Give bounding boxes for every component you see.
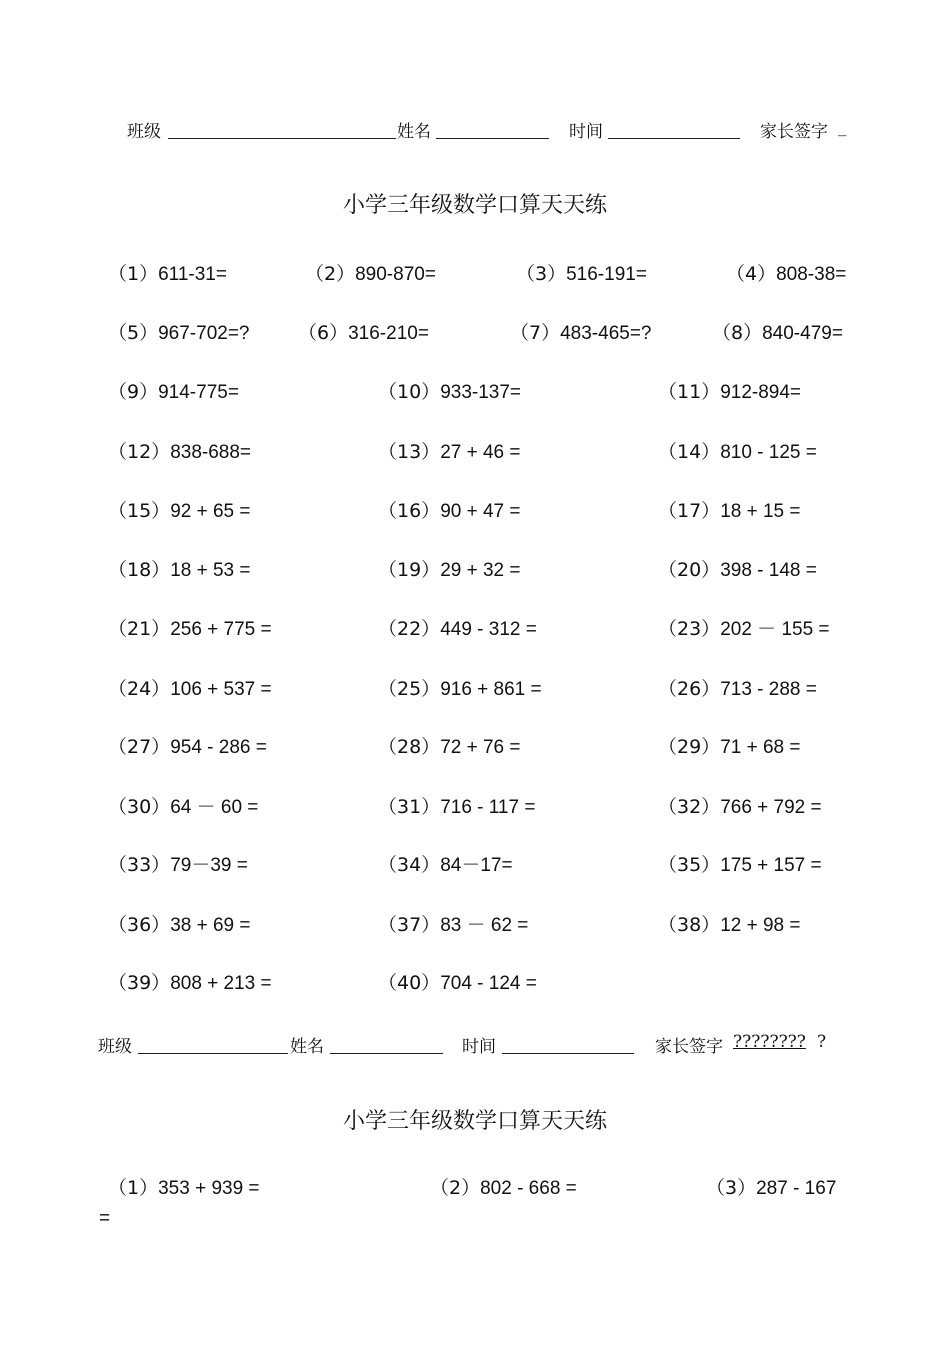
problem-expression: 202 － 155 = bbox=[720, 619, 830, 640]
problem-number: （15） bbox=[108, 500, 171, 522]
problem-wrap-equals: = bbox=[99, 1208, 111, 1229]
problem-number: （31） bbox=[378, 796, 441, 818]
problem-expression: 890-870= bbox=[355, 264, 436, 285]
problem-expression: 802 - 668 = bbox=[480, 1178, 577, 1199]
problem-number: （25） bbox=[378, 678, 441, 700]
problem-number: （38） bbox=[658, 914, 721, 936]
problem-number: （28） bbox=[378, 736, 441, 758]
name-blank[interactable] bbox=[330, 1053, 443, 1054]
problem-expression: 106 + 537 = bbox=[170, 679, 272, 700]
problem-expression: 704 - 124 = bbox=[440, 973, 537, 994]
problem-item bbox=[658, 674, 817, 701]
problem-item bbox=[378, 555, 520, 582]
problem-expression: 256 + 775 = bbox=[170, 619, 272, 640]
time-label: 时间 bbox=[462, 1037, 496, 1057]
problem-expression: 483-465=? bbox=[560, 323, 652, 344]
problem-number: （13） bbox=[378, 441, 441, 463]
problem-expression: 92 + 65 = bbox=[170, 501, 251, 522]
problem-number: （8） bbox=[712, 322, 763, 344]
problem-item bbox=[658, 614, 830, 641]
problem-item bbox=[378, 674, 542, 701]
problem-number: （23） bbox=[658, 618, 721, 640]
problem-item bbox=[298, 318, 429, 345]
problem-item bbox=[516, 259, 647, 286]
problem-number: （33） bbox=[108, 854, 171, 876]
problem-number: （22） bbox=[378, 618, 441, 640]
problem-number: （7） bbox=[510, 322, 561, 344]
problem-expression: 18 + 53 = bbox=[170, 560, 251, 581]
problem-item bbox=[712, 318, 843, 345]
problem-number: （9） bbox=[108, 381, 159, 403]
problem-item bbox=[378, 850, 513, 877]
worksheet-title: 小学三年级数学口算天天练 bbox=[342, 193, 607, 218]
problem-item bbox=[108, 1173, 260, 1200]
problem-number: （24） bbox=[108, 678, 171, 700]
problem-item bbox=[108, 968, 272, 995]
problem-expression: 83 － 62 = bbox=[440, 915, 529, 936]
problem-number: （39） bbox=[108, 972, 171, 994]
problem-expression: 713 - 288 = bbox=[720, 679, 817, 700]
problem-number: （6） bbox=[298, 322, 349, 344]
problem-number: （29） bbox=[658, 736, 721, 758]
problem-expression: 810 - 125 = bbox=[720, 442, 817, 463]
student-info-row bbox=[0, 117, 950, 141]
problem-expression: 79－39 = bbox=[170, 855, 248, 876]
problem-item bbox=[378, 377, 521, 404]
problem-number: （12） bbox=[108, 441, 171, 463]
problem-number: （30） bbox=[108, 796, 171, 818]
problem-number: （40） bbox=[378, 972, 441, 994]
problem-item bbox=[108, 674, 272, 701]
problem-item bbox=[510, 318, 652, 345]
problem-expression: 916 + 861 = bbox=[440, 679, 542, 700]
time-blank[interactable] bbox=[608, 138, 740, 139]
problem-expression: 967-702=? bbox=[158, 323, 250, 344]
problem-item bbox=[108, 555, 250, 582]
problem-number: （19） bbox=[378, 559, 441, 581]
problem-number: （20） bbox=[658, 559, 721, 581]
problem-number: （21） bbox=[108, 618, 171, 640]
problem-expression: 90 + 47 = bbox=[440, 501, 521, 522]
problem-item bbox=[378, 614, 537, 641]
problem-expression: 287 - 167 bbox=[756, 1178, 837, 1199]
problem-number: （36） bbox=[108, 914, 171, 936]
problem-number: （4） bbox=[726, 263, 777, 285]
problem-item bbox=[430, 1173, 577, 1200]
problem-number: （14） bbox=[658, 441, 721, 463]
problem-item bbox=[108, 318, 250, 345]
problem-expression: 64 － 60 = bbox=[170, 797, 259, 818]
problem-number: （2） bbox=[305, 263, 356, 285]
problem-expression: 29 + 32 = bbox=[440, 560, 521, 581]
problem-item bbox=[108, 377, 239, 404]
student-info-row bbox=[0, 1032, 950, 1056]
class-blank[interactable] bbox=[138, 1053, 288, 1054]
problem-item bbox=[108, 850, 248, 877]
problem-item bbox=[108, 259, 227, 286]
problem-number: （16） bbox=[378, 500, 441, 522]
problem-expression: 84－17= bbox=[440, 855, 513, 876]
problem-number: （1） bbox=[108, 263, 159, 285]
problem-item bbox=[378, 792, 535, 819]
problem-expression: 353 + 939 = bbox=[158, 1178, 260, 1199]
time-blank[interactable] bbox=[502, 1053, 634, 1054]
class-label: 班级 bbox=[98, 1037, 132, 1057]
problem-number: （27） bbox=[108, 736, 171, 758]
problem-number: （18） bbox=[108, 559, 171, 581]
problem-item bbox=[378, 437, 520, 464]
problem-item bbox=[378, 496, 520, 523]
name-blank[interactable] bbox=[436, 138, 549, 139]
name-label: 姓名 bbox=[290, 1037, 324, 1057]
problem-expression: 933-137= bbox=[440, 382, 522, 403]
class-label: 班级 bbox=[127, 122, 161, 142]
parent-signature-label: 家长签字 bbox=[655, 1037, 723, 1057]
problem-item bbox=[726, 259, 846, 286]
problem-item bbox=[108, 496, 250, 523]
problem-item bbox=[658, 850, 822, 877]
problem-number: （34） bbox=[378, 854, 441, 876]
problem-expression: 840-479= bbox=[762, 323, 843, 344]
problem-expression: 316-210= bbox=[348, 323, 429, 344]
problem-expression: 18 + 15 = bbox=[720, 501, 801, 522]
problem-number: （37） bbox=[378, 914, 441, 936]
problem-item bbox=[378, 968, 537, 995]
problem-number: （17） bbox=[658, 500, 721, 522]
problem-expression: 71 + 68 = bbox=[720, 737, 801, 758]
problem-expression: 611-31= bbox=[158, 264, 227, 285]
problem-item bbox=[706, 1173, 836, 1200]
problem-item bbox=[378, 910, 528, 937]
problem-expression: 914-775= bbox=[158, 382, 239, 403]
problem-item bbox=[108, 792, 258, 819]
problem-expression: 175 + 157 = bbox=[720, 855, 822, 876]
problem-expression: 27 + 46 = bbox=[440, 442, 521, 463]
problem-item bbox=[658, 555, 817, 582]
problem-number: （10） bbox=[378, 381, 441, 403]
parent-signature-blank[interactable]: ???????? bbox=[733, 1032, 806, 1052]
problem-expression: 766 + 792 = bbox=[720, 797, 822, 818]
problem-number: （1） bbox=[108, 1177, 159, 1199]
problem-item bbox=[108, 614, 272, 641]
problem-expression: 808 + 213 = bbox=[170, 973, 272, 994]
problem-number: （5） bbox=[108, 322, 159, 344]
problem-number: （32） bbox=[658, 796, 721, 818]
time-label: 时间 bbox=[569, 122, 603, 142]
problem-expression: 838-688= bbox=[170, 442, 252, 463]
problem-item bbox=[108, 437, 251, 464]
problem-item bbox=[658, 377, 801, 404]
problem-item bbox=[378, 732, 520, 759]
problem-expression: 72 + 76 = bbox=[440, 737, 521, 758]
problem-expression: 449 - 312 = bbox=[440, 619, 537, 640]
problem-expression: 808-38= bbox=[776, 264, 847, 285]
problem-expression: 12 + 98 = bbox=[720, 915, 801, 936]
problem-item bbox=[658, 437, 817, 464]
problem-item bbox=[658, 792, 822, 819]
name-label: 姓名 bbox=[397, 122, 431, 142]
problem-item bbox=[658, 496, 800, 523]
problem-expression: 516-191= bbox=[566, 264, 647, 285]
problem-item bbox=[658, 732, 800, 759]
problem-item bbox=[108, 732, 267, 759]
problem-number: （3） bbox=[516, 263, 567, 285]
parent-signature-blank[interactable]: _ bbox=[838, 117, 847, 137]
problem-expression: 954 - 286 = bbox=[170, 737, 267, 758]
problem-item bbox=[108, 910, 250, 937]
problem-item bbox=[658, 910, 800, 937]
problem-number: （35） bbox=[658, 854, 721, 876]
problem-expression: 38 + 69 = bbox=[170, 915, 251, 936]
problem-expression: 398 - 148 = bbox=[720, 560, 817, 581]
problem-number: （3） bbox=[706, 1177, 757, 1199]
worksheet-title: 小学三年级数学口算天天练 bbox=[342, 1109, 607, 1134]
problem-item bbox=[305, 259, 436, 286]
parent-signature-suffix: ? bbox=[817, 1032, 827, 1052]
class-blank[interactable] bbox=[168, 138, 396, 139]
problem-number: （11） bbox=[658, 381, 721, 403]
problem-expression: 912-894= bbox=[720, 382, 802, 403]
problem-expression: 716 - 117 = bbox=[440, 797, 536, 818]
problem-number: （26） bbox=[658, 678, 721, 700]
parent-signature-label: 家长签字 bbox=[760, 122, 828, 142]
problem-number: （2） bbox=[430, 1177, 481, 1199]
